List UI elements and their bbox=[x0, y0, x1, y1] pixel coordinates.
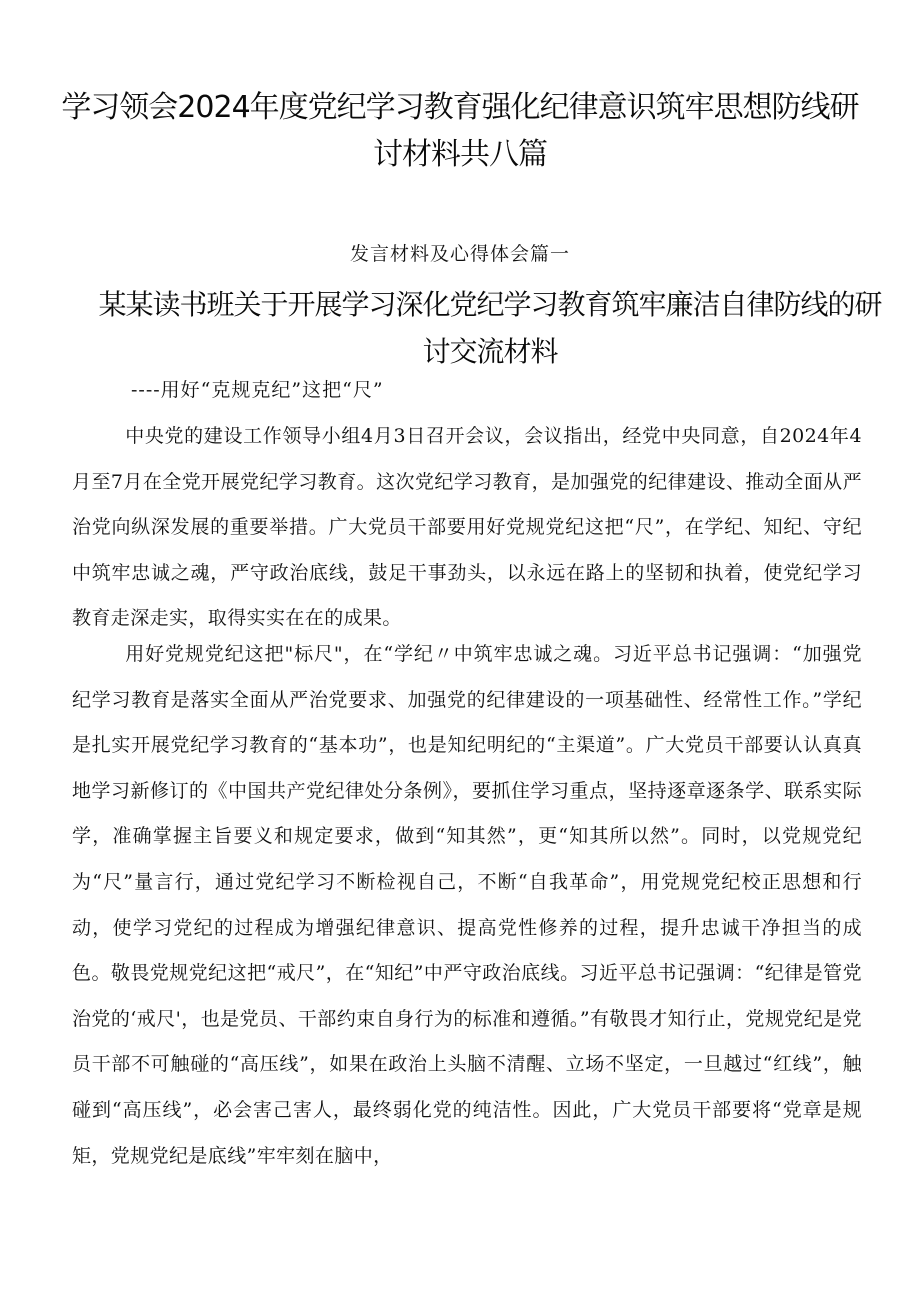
article-title: 某某读书班关于开展学习深化党纪学习教育筑牢廉洁自律防线的研讨交流材料 bbox=[98, 288, 882, 368]
body-paragraph-2: 用好党规党纪这把"标尺"，在“学纪〃中筑牢忠诚之魂。习近平总书记强调：“加强党纪学习教育是落实全面从严治党要求、加强党的纪律建设的一项基础性、经常性工作。”学纪是扎实开展党纪学习教育的“基本功”，也是知纪明纪的“主渠道”。广大党员干部要认认真真地学习新修订的《中国共产党纪律处分条例》，要抓住学习重点，坚持逐章逐条学、联系实际学，准确掌握主旨要义和规定要求，做到“知其然”，更“知其所以然”。同时，以党规党纪为“尺”量言行，通过党纪学习不断检视自己，不断“自我革命”，用党规党纪校正思想和行动，使学习党纪的过程成为增强纪律意识、提高党性修养的过程，提升忠诚干净担当的成色。敬畏党规党纪这把“戒尺”，在“知纪”中严守政治底线。习近平总书记强调：“纪律是管党治党的‘戒尺'，也是党员、干部约束自身行为的标准和遵循。”有敬畏才知行止，党规党纪是党员干部不可触碰的“高压线”，如果在政治上头脑不清醒、立场不坚定，一旦越过“红线”，触碰到“高压线”，必会害己害人，最终弱化党的纯洁性。因此，广大党员干部要将“党章是规矩，党规党纪是底线”牢牢刻在脑中， bbox=[72, 643, 862, 1167]
document-main-title: 学习领会2024年度党纪学习教育强化纪律意识筑牢思想防线研讨材料共八篇 bbox=[61, 90, 859, 172]
section-label: 发言材料及心得体会篇一 bbox=[349, 243, 570, 265]
body-paragraph-1: 中央党的建设工作领导小组4月3日召开会议，会议指出，经党中央同意，自2024年4月至7月在全党开展党纪学习教育。这次党纪学习教育，是加强党的纪律建设、推动全面从严治党向纵深发展的重要举措。广大党员干部要用好党规党纪这把“尺”，在学纪、知纪、守纪中筑牢忠诚之魂，严守政治底线，鼓足干事劲头，以永远在路上的坚韧和执着，使党纪学习教育走深走实，取得实实在在的成果。 bbox=[72, 425, 862, 630]
article-subtitle: ----用好“克规克纪”这把“尺” bbox=[131, 379, 384, 401]
